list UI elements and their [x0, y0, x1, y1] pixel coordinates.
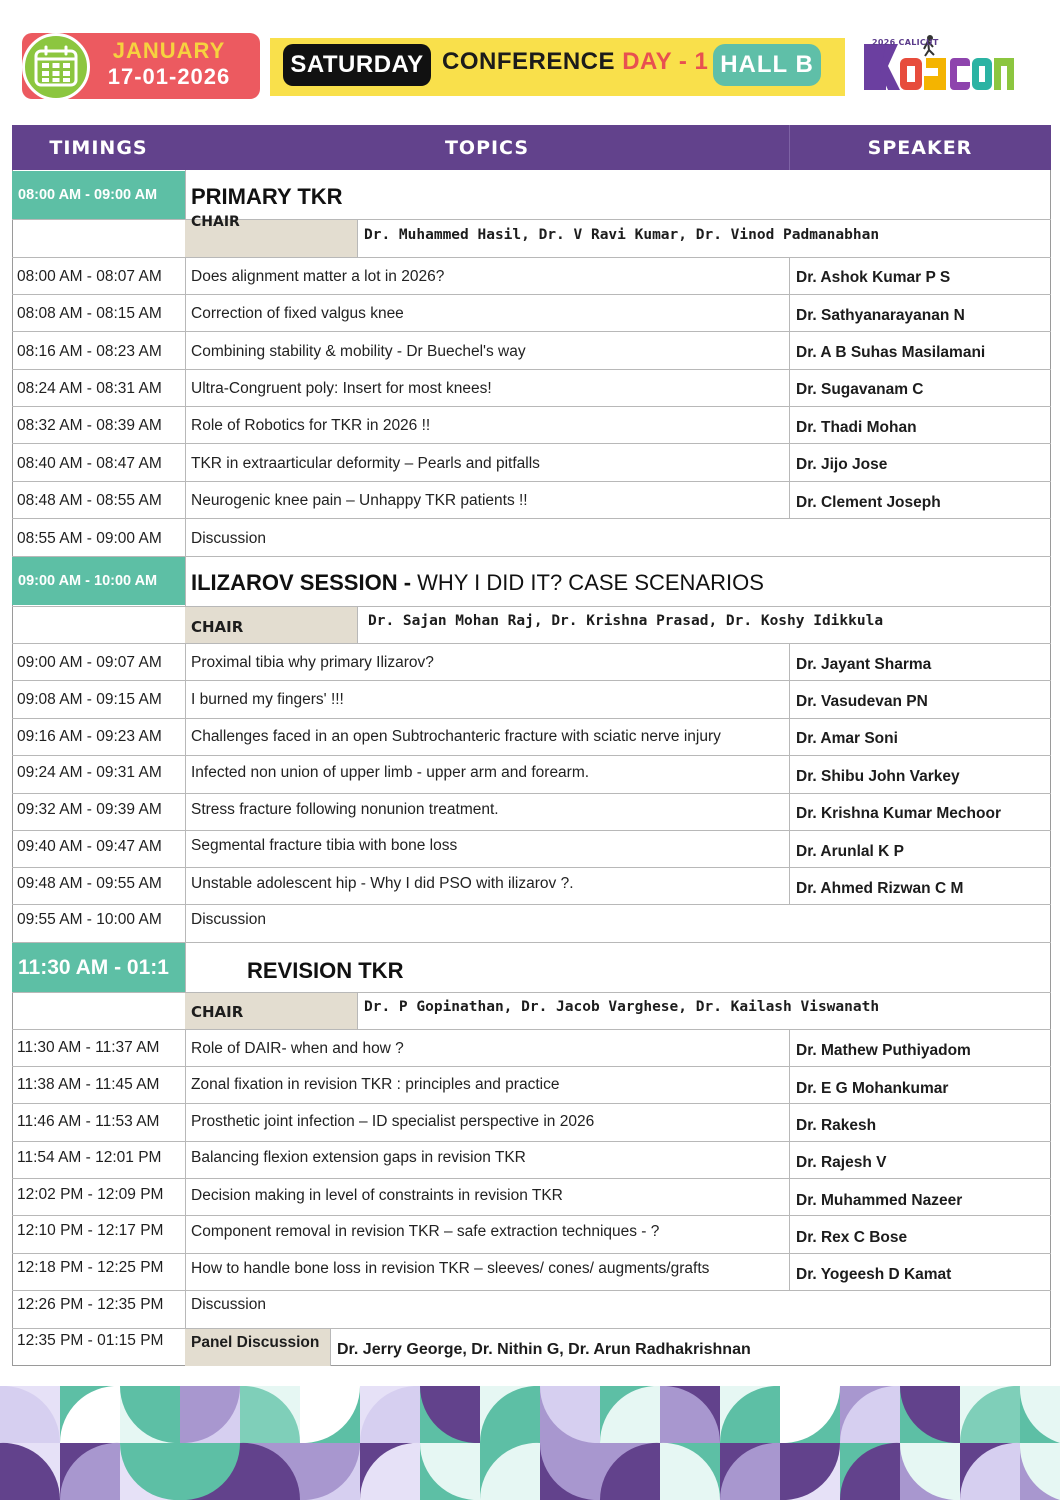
row-divider	[12, 867, 1051, 868]
talk-topic: Combining stability & mobility - Dr Buechel's way	[191, 343, 526, 360]
row-divider	[12, 680, 1051, 681]
row-divider	[12, 718, 1051, 719]
column-divider	[330, 1328, 331, 1366]
talk-time: 08:40 AM - 08:47 AM	[17, 455, 162, 472]
row-divider	[12, 1253, 1051, 1254]
session-time-badge: 11:30 AM - 01:1	[12, 943, 185, 992]
session-title-main: ILIZAROV SESSION -	[191, 570, 418, 595]
row-divider	[12, 518, 1051, 519]
row-divider	[12, 1066, 1051, 1067]
talk-topic: Balancing flexion extension gaps in revision TKR	[191, 1149, 526, 1166]
date-badge	[22, 33, 90, 101]
talk-time: 08:32 AM - 08:39 AM	[17, 417, 162, 434]
row-divider	[12, 1178, 1051, 1179]
talk-speaker: Dr. Arunlal K P	[796, 843, 904, 860]
session-title: PRIMARY TKR	[191, 184, 343, 209]
row-divider	[12, 1029, 1051, 1030]
calendar-icon	[33, 45, 79, 89]
talk-topic: Zonal fixation in revision TKR : principles and practice	[191, 1076, 560, 1093]
talk-time: 09:00 AM - 09:07 AM	[17, 654, 162, 671]
talk-time: 11:46 AM - 11:53 AM	[17, 1113, 160, 1130]
row-divider	[12, 755, 1051, 756]
row-divider	[12, 992, 1051, 993]
column-divider	[789, 125, 790, 170]
row-divider	[12, 443, 1051, 444]
date-value: 17-01-2026	[107, 64, 231, 89]
talk-time: 08:55 AM - 09:00 AM	[17, 530, 162, 547]
row-divider	[12, 904, 1051, 905]
column-divider	[789, 1029, 790, 1290]
talk-time: 12:10 PM - 12:17 PM	[17, 1222, 164, 1239]
talk-time: 09:55 AM - 10:00 AM	[17, 911, 162, 928]
talk-time: 12:18 PM - 12:25 PM	[17, 1259, 164, 1276]
chair-names: Dr. Muhammed Hasil, Dr. V Ravi Kumar, Dr. Vinod Padmanabhan	[364, 227, 880, 243]
session-title: REVISION TKR	[247, 958, 404, 983]
conference-day-title	[442, 48, 708, 76]
session-title	[191, 570, 764, 596]
conference-day-number: DAY - 1	[622, 48, 709, 75]
talk-topic: Prosthetic joint infection – ID specialist perspective in 2026	[191, 1113, 595, 1130]
talk-time: 08:48 AM - 08:55 AM	[17, 492, 162, 509]
talk-topic: Infected non union of upper limb - upper arm and forearm.	[191, 764, 590, 781]
talk-time: 11:30 AM - 11:37 AM	[17, 1039, 160, 1056]
row-divider	[12, 257, 1051, 258]
panel-members: Dr. Jerry George, Dr. Nithin G, Dr. Arun Radhakrishnan	[337, 1341, 751, 1358]
hall-badge: HALL B	[713, 44, 821, 86]
talk-topic: Role of DAIR- when and how ?	[191, 1040, 404, 1057]
panel-label: Panel Discussion	[191, 1334, 320, 1351]
row-divider	[12, 369, 1051, 370]
talk-topic: How to handle bone loss in revision TKR – sleeves/ cones/ augments/grafts	[191, 1260, 710, 1277]
talk-topic: Stress fracture following nonunion treatment.	[191, 801, 499, 818]
talk-topic: I burned my fingers' !!!	[191, 691, 344, 708]
column-divider	[357, 219, 358, 257]
talk-time: 09:08 AM - 09:15 AM	[17, 691, 162, 708]
logo-subtitle: 2026 CALICUT	[872, 38, 939, 47]
row-divider	[12, 219, 1051, 220]
talk-speaker: Dr. Yogeesh D Kamat	[796, 1266, 952, 1283]
column-divider	[185, 170, 186, 1366]
row-divider	[12, 1328, 1051, 1329]
talk-topic: Challenges faced in an open Subtrochanteric fracture with sciatic nerve injury	[191, 728, 721, 745]
talk-speaker: Dr. Rex C Bose	[796, 1229, 908, 1246]
row-divider	[12, 643, 1051, 644]
row-divider	[12, 1215, 1051, 1216]
talk-topic: Correction of fixed valgus knee	[191, 305, 404, 322]
talk-speaker: Dr. Jijo Jose	[796, 456, 888, 473]
talk-topic: TKR in extraarticular deformity – Pearls and pitfalls	[191, 455, 540, 472]
row-divider	[12, 1141, 1051, 1142]
decorative-footer-pattern	[0, 1386, 1060, 1500]
row-divider	[12, 406, 1051, 407]
talk-topic: Component removal in revision TKR – safe extraction techniques - ?	[191, 1223, 660, 1240]
talk-time: 08:00 AM - 08:07 AM	[17, 268, 162, 285]
column-divider	[357, 606, 358, 643]
chair-label: CHAIR	[191, 214, 240, 230]
chair-names: Dr. Sajan Mohan Raj, Dr. Krishna Prasad, Dr. Koshy Idikkula	[368, 613, 884, 629]
talk-speaker: Dr. Jayant Sharma	[796, 656, 932, 673]
session-time-badge: 09:00 AM - 10:00 AM	[12, 557, 185, 605]
conference-label: CONFERENCE	[442, 48, 616, 75]
talk-topic: Decision making in level of constraints in revision TKR	[191, 1187, 563, 1204]
talk-time: 08:16 AM - 08:23 AM	[17, 343, 162, 360]
talk-speaker: Dr. A B Suhas Masilamani	[796, 344, 986, 361]
row-divider	[12, 1290, 1051, 1291]
column-header-speaker: SPEAKER	[867, 136, 973, 159]
talk-speaker: Dr. Clement Joseph	[796, 494, 941, 511]
talk-topic: Discussion	[191, 911, 266, 928]
talk-time: 09:16 AM - 09:23 AM	[17, 728, 162, 745]
row-divider	[12, 481, 1051, 482]
talk-topic: Role of Robotics for TKR in 2026 !!	[191, 417, 431, 434]
panel-time: 12:35 PM - 01:15 PM	[17, 1332, 164, 1349]
talk-topic: Neurogenic knee pain – Unhappy TKR patients !!	[191, 492, 528, 509]
talk-speaker: Dr. Ahmed Rizwan C M	[796, 880, 964, 897]
talk-topic: Segmental fracture tibia with bone loss	[191, 837, 458, 854]
talk-speaker: Dr. Amar Soni	[796, 730, 898, 747]
talk-time: 12:26 PM - 12:35 PM	[17, 1296, 164, 1313]
talk-speaker: Dr. Krishna Kumar Mechoor	[796, 805, 1001, 822]
talk-time: 11:54 AM - 12:01 PM	[17, 1149, 162, 1166]
column-header-topics: TOPICS	[444, 136, 530, 159]
talk-speaker: Dr. Muhammed Nazeer	[796, 1192, 963, 1209]
date-month: JANUARY	[112, 38, 226, 63]
talk-speaker: Dr. Thadi Mohan	[796, 419, 917, 436]
talk-speaker: Dr. Ashok Kumar P S	[796, 269, 951, 286]
chair-names: Dr. P Gopinathan, Dr. Jacob Varghese, Dr. Kailash Viswanath	[364, 999, 880, 1015]
talk-time: 09:48 AM - 09:55 AM	[17, 875, 162, 892]
chair-label: CHAIR	[191, 618, 244, 636]
talk-topic: Unstable adolescent hip - Why I did PSO with ilizarov ?.	[191, 875, 574, 892]
talk-speaker: Dr. Rakesh	[796, 1117, 877, 1134]
chair-label: CHAIR	[191, 1003, 244, 1021]
talk-topic: Discussion	[191, 530, 266, 547]
talk-time: 09:40 AM - 09:47 AM	[17, 838, 162, 855]
talk-topic: Ultra-Congruent poly: Insert for most knees!	[191, 380, 492, 397]
row-divider	[12, 793, 1051, 794]
talk-speaker: Dr. Shibu John Varkey	[796, 768, 960, 785]
talk-time: 12:02 PM - 12:09 PM	[17, 1186, 164, 1203]
row-divider	[12, 1103, 1051, 1104]
talk-topic: Proximal tibia why primary Ilizarov?	[191, 654, 434, 671]
column-header-timings: TIMINGS	[49, 136, 148, 159]
talk-speaker: Dr. E G Mohankumar	[796, 1080, 949, 1097]
row-divider	[12, 294, 1051, 295]
talk-time: 08:08 AM - 08:15 AM	[17, 305, 162, 322]
column-divider	[789, 257, 790, 518]
talk-topic: Does alignment matter a lot in 2026?	[191, 268, 445, 285]
talk-time: 08:24 AM - 08:31 AM	[17, 380, 162, 397]
row-divider	[12, 331, 1051, 332]
session-subtitle: WHY I DID IT? CASE SCENARIOS	[417, 570, 764, 595]
row-divider	[12, 606, 1051, 607]
talk-topic: Discussion	[191, 1296, 266, 1313]
talk-speaker: Dr. Sugavanam C	[796, 381, 924, 398]
talk-time: 11:38 AM - 11:45 AM	[17, 1076, 160, 1093]
talk-speaker: Dr. Mathew Puthiyadom	[796, 1042, 971, 1059]
talk-speaker: Dr. Vasudevan PN	[796, 693, 928, 710]
session-time-badge: 08:00 AM - 09:00 AM	[12, 171, 185, 219]
talk-time: 09:24 AM - 09:31 AM	[17, 764, 162, 781]
row-divider	[12, 830, 1051, 831]
weekday-badge: SATURDAY	[283, 44, 431, 86]
talk-time: 09:32 AM - 09:39 AM	[17, 801, 162, 818]
talk-speaker: Dr. Rajesh V	[796, 1154, 887, 1171]
talk-speaker: Dr. Sathyanarayanan N	[796, 307, 965, 324]
column-divider	[357, 992, 358, 1029]
column-divider	[789, 643, 790, 904]
